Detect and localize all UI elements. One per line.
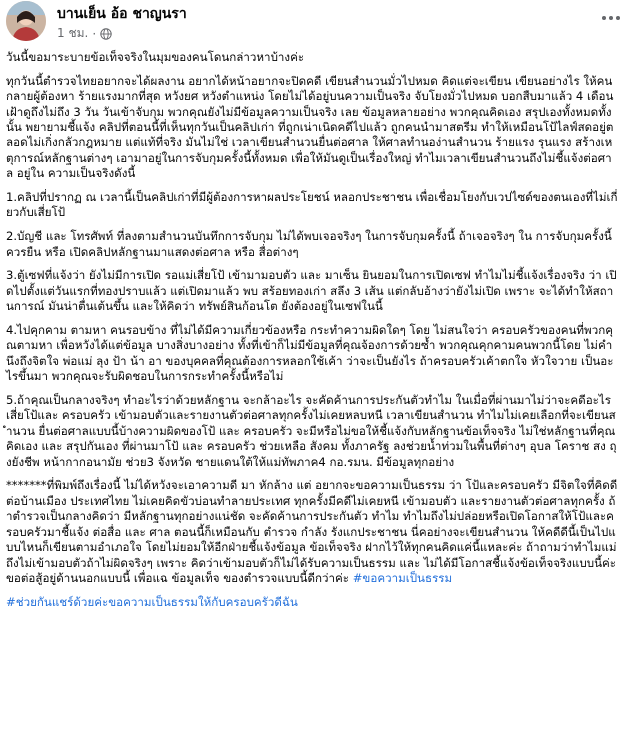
globe-icon xyxy=(100,28,112,40)
post-paragraph-text: *******ที่พิมพ์ถึงเรื่องนี้ ไม่ได้หวังจะเอาความดี มา หักล้าง แต่ อยากจะขอความเป็นธรรม ว่า โป้และครอบครัว มีจิตใจที่คิดดีต่อบ้านเมือง ประเทศไทย ไม่เคยคิดขัวบ่อนทำลายประเทศ ทุกครั้งมีคดีไม่เคยหนี เข้ามอบตัว และรายงานตัวต่อศาลทุกครั้ง ถ้าตำรวจเป็นกลางคิดว่า มีหลักฐานทุกอย่างแน่ชัด จะคัดค้านการประกันตัว ทำไม ทำไมถึงไม่ปล่อยหรือเปิดโอกาสให้โป้และครอบครัวมาชี้แจ้ง ต่อสื่อ และ ศาล ตอนนี้ก็เหมือนกับ ตำรวจ กำลัง รังแกประชาชน นี่คอย่างจะเขียนสำนวน ให้คดีดีนี้เป็นไปแบบไหนก็เขียนตามอำเภอใจ โดยไม่ยอมให้อีกฝ่ายชี้แจ้งข้อมูล ข้อเท็จจริง ฝากไว้ให้ทุกคนคิดแค่นี้แหละค่ะ ถ้าถามว่าทำไมแม่ถึงไม่เข้ามอบตัวถ้าไม่ผิดจริงๆ เพราะ คิดว่าเข้ามอบตัวก็ไม่ได้รับความเป็นธรรม และ ไม่ได้มีโอกาสชี้แจ้งข้อเท็จจริงแบบนี้ค่ะ ขอต่อสู้อยู่ด้านนอกแบบนี้ เพื่อแฉ ข้อมูลเท็จ ของตำรวจแบบนี้ดีกว่าค่ะ xyxy=(6,478,618,585)
hashtag-link[interactable]: #ช่วยกันแชร์ด้วยค่ะขอความเป็นธรรมให้กับครอบครัวดีฉัน xyxy=(6,594,298,609)
hashtag-paragraph xyxy=(6,595,618,610)
post-paragraph: วันนี้ขอมาระบายข้อเท็จจริงในมุมของคนโดนกล่าวหาบ้างค่ะ xyxy=(6,50,305,64)
post-paragraph: 5.ถ้าคุณเป็นกลางจริงๆ ทำอะไรว่าด้วยหลักฐาน จะกล้าอะไร จะคัดค้านการประกันตัวทำไม ในเมื่อที่ผ่านมาไม่ว่าจะคดีอะไร เสี่ยโป้และ ครอบครัว เข้ามอบตัวและรายงานตัวต่อศาลทุกครั้งไม่เคยหลบหนี เวลาเขียนสำนวน ทำไมไม่เคยเลือกที่จะเขียนสำนวน ยื่นต่อศาลแบบนี้บ้างความผิดของโป้ และ ครอบครัว จะมีหรือไม่ขอให้ชี้แจ้งกับหลักฐานข้อเท็จจริง ไม่ใช่หลักฐานที่คุณคิดเอง และ สรุปกันเอง ที่ผ่านมาโป้ และ ครอบครัว ช่วยเหลือ สังคม ทั้งภาครัฐ ลงช่วยน้ำท่วมในพื้นที่ต่างๆ อุบล โคราช สง ถุงยังชีพ หน้ากากอนามัย ช่วย3 จังหวัด ชายแดนใต้ให้แม่ทัพภาค4 กอ.รมน. มีข้อมูลทุกอย่าง xyxy=(6,393,617,469)
post-paragraph: ทุกวันนี้ตำรวจไทยอยากจะได้ผลงาน อยากได้หน้าอยากจะปิดคดี เขียนสำนวนมั่วไปหมด คิดแต่จะเขียน เขียนอย่างไร ให้คนกลายผู้ต้องหา ร้ายแรงมากที่สุด หวังยศ หวังตำแหน่ง โดยไม่ได้อยู่บนความเป็นจริง จับโยงมั่วไปหมด บอกสืบมาแล้ว 4 เดือน เฝ้าดูถึงไม่ถึง 3 วัน วันเข้าจับกุม พวกคุณยังไม่มีข้อมูลความเป็นจริง เลย ข้อมูลหลายอย่าง พวกคุณคิดเอง สรุปเองทั้งหมดทั้งนั้น พยายามชี้แจ้ง คลิปที่ตอนนี้ที่เห็นทุกวันเป็นคลิปเก่า ที่ถูกเน่าเนิดคดีไปแล้ว ถูกคนนำมาสตรีม ทำให้เหมือนโป้ไลฟ์สดอยู่ตลอดไม่เกิ่งกลัวกฎหมาย แต่แท้ที่จริง มันไม่ใช่ เวลาเขียนสำนวนยื่นต่อศาล ให้ศาลทำนอง่านสำนวน ร้ายแรง รุนแรง สร้างเหตุการณ์หลักฐานต่างๆ เอามาอยู่ในการจับกุมครั้งนี้ทั้งหมด เพื่อให้มันดูเป็นเรื่องใหญ่ ทำไมเวลาเขียนสำนวนถึงไม่ชี้แจ้งต่อศาล อยู่ใน ความเป็นจริงดังนี้ xyxy=(6,73,614,181)
profile-photo-icon xyxy=(6,1,46,41)
hashtag-link[interactable]: #ขอความเป็นธรรม xyxy=(352,570,453,585)
post-meta xyxy=(57,24,112,43)
post-paragraph: 3.ตู้เซฟที่แจ้งว่า ยังไม่มีการเปิด รอแม่เสี่ยโป้ เข้ามามอบตัว และ มาเซ็น ยินยอมในการเปิดเซฟ ทำไมไม่ชี้แจ้งเรื่องจริง ว่า เปิดไปตั้งแต่วันแรกที่ทองปราบแล้ว แต่เปิดมาแล้ว พบ สร้อยทองเก่า สลึง 3 เส้น แต่กลับอ้างว่ายังไม่เปิด เพราะ จะได้ทำให้สถานการณ์ มันน่าตื่นเต้นขึ้น และให้คิดว่า ทรัพย์สินก้อนโต ยังต้องอยู่ในเซฟในนี้ xyxy=(6,268,617,314)
post-paragraph: 2.บัญชี และ โทรศัพท์ ที่ลงตามสำนวนบันทึกการจับกุม ไม่ได้พบเจอจริงๆ ในการจับกุมครั้งนี้ ถ้าเจอจริงๆ ใน การจับกุมครั้งนี้ ควรยืน หรือ เปิดคลิปหลักฐานมาแสดงต่อศาล หรือ สื่อต่างๆ xyxy=(6,229,612,259)
post-paragraph: 1.คลิปที่ปรากฏ ณ เวลานี้เป็นคลิปเก่าที่มีผู้ต้องการหาผลประโยชน์ หลอกประชาชน เพื่อเชื่อมโยงกับเวปไซด์ของตนเองที่ไม่เกี่ยวกับเสี่ยโป้ xyxy=(6,190,618,220)
post-header xyxy=(0,0,629,48)
post-body xyxy=(6,50,618,619)
author-name[interactable]: บานเย็น อ้อ ชาญนรา xyxy=(57,6,187,22)
more-options-icon[interactable] xyxy=(597,6,625,30)
post-paragraph-last xyxy=(6,478,618,586)
post-timestamp[interactable]: 1 ชม. xyxy=(57,26,89,40)
meta-separator: · xyxy=(92,26,97,41)
post-paragraph: 4.ไปคุกคาม ตามหา คนรอบข้าง ที่ไม่ได้มีความเกี่ยวข้องหรือ กระทำความผิดใดๆ โดย ไม่สนใจว่า ครอบครัวของคนที่พวกคุณตามหา เพื่อหวังได้แต่ข้อมูล บางสิ่งบางอย่าง ทั้งที่เข้าก็ไม่มีข้อมูลที่คุณจ้องการด้วยซ้ำ พวกคุณคุกคามคนพวกนี้โดย ไม่คำนึงถึงจิตใจ พ่อแม่ ลุง ป้า น้า อา ของบุคคลที่คุณต้องการหลอกใช้เค้า ว่าจะเป็นยังไร ถ้าครอบครัวเค้าตกใจ หัวใจวาย เป็นอะไรขึ้นมา พวกคุณจะรับผิดชอบในการกระทำครั้งนี้หรือไม่ xyxy=(6,323,614,384)
avatar[interactable] xyxy=(6,1,46,41)
